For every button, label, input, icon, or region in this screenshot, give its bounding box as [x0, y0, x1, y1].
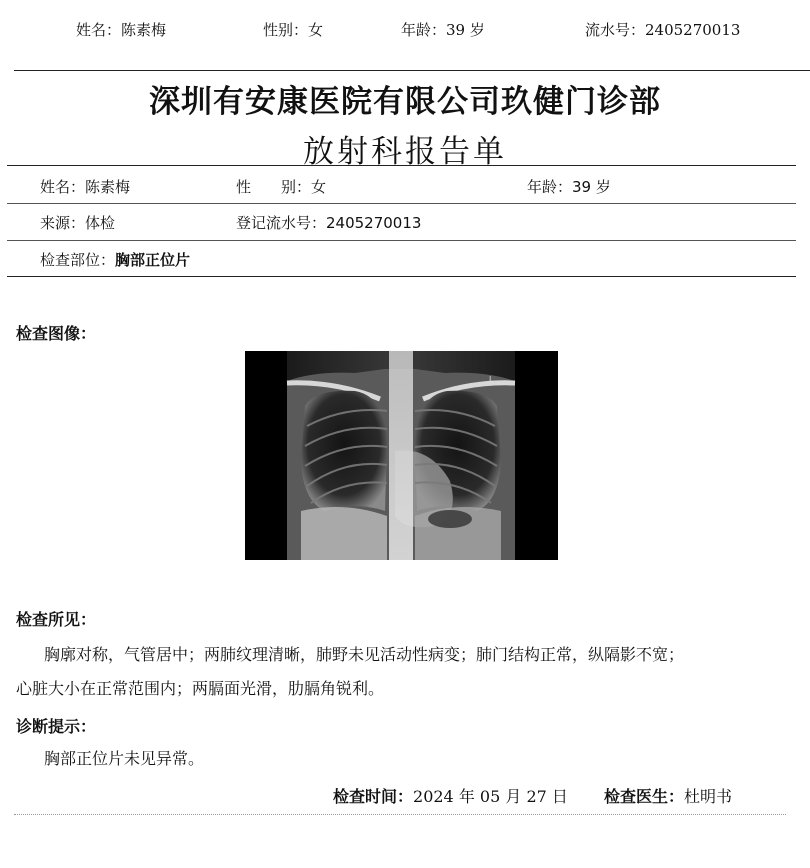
- findings-label: 检查所见：: [16, 610, 97, 629]
- info-gender-label: 性 别：: [236, 178, 312, 196]
- info-table-bottom-border: [7, 276, 796, 277]
- info-row-divider-2: [7, 240, 796, 241]
- exam-doctor-value: 杜明书: [684, 787, 733, 806]
- exam-time: [333, 784, 568, 807]
- header-divider: [14, 70, 810, 71]
- xray-graphic: [245, 351, 558, 560]
- chest-xray-image: [245, 351, 558, 560]
- diagnosis-label: 诊断提示：: [16, 717, 97, 736]
- findings-text: [16, 638, 806, 706]
- header-serial-number: 流水号：2405270013: [585, 21, 741, 39]
- info-table-top-border: [7, 165, 796, 166]
- footer-dotted-divider: [14, 814, 786, 815]
- header-patient-name: 姓名：陈素梅: [76, 21, 167, 39]
- info-age: 年龄：39 岁: [527, 178, 611, 196]
- diagnosis-text: 胸部正位片未见异常。: [44, 749, 205, 768]
- xray-side-marker: L: [489, 375, 494, 384]
- exam-doctor-label: 检查医生：: [604, 787, 685, 806]
- findings-line-2: 心脏大小在正常范围内；两膈面光滑，肋膈角锐利。: [16, 679, 385, 698]
- exam-time-value: 2024 年 05 月 27 日: [413, 787, 568, 806]
- info-exam-part: [40, 249, 190, 270]
- info-exam-part-label: 检查部位：: [40, 251, 116, 269]
- header-age: 年龄：39 岁: [401, 21, 485, 39]
- info-register-serial: 登记流水号：2405270013: [236, 214, 422, 232]
- info-gender: [236, 176, 326, 197]
- info-source: 来源：体检: [40, 214, 116, 232]
- info-gender-value: 女: [311, 178, 327, 196]
- exam-time-label: 检查时间：: [333, 787, 414, 806]
- info-row-divider-1: [7, 203, 796, 204]
- header-gender: 性别：女: [263, 21, 324, 39]
- hospital-title: 深圳有安康医院有限公司玖健门诊部: [149, 84, 661, 120]
- image-section-label: 检查图像：: [16, 324, 97, 343]
- exam-doctor: [604, 784, 732, 807]
- findings-line-1: 胸廓对称，气管居中；两肺纹理清晰，肺野未见活动性病变；肺门结构正常，纵隔影不宽；: [44, 645, 685, 664]
- report-title: 放射科报告单: [303, 134, 507, 170]
- info-exam-part-value: 胸部正位片: [115, 251, 191, 269]
- info-patient-name: 姓名：陈素梅: [40, 178, 131, 196]
